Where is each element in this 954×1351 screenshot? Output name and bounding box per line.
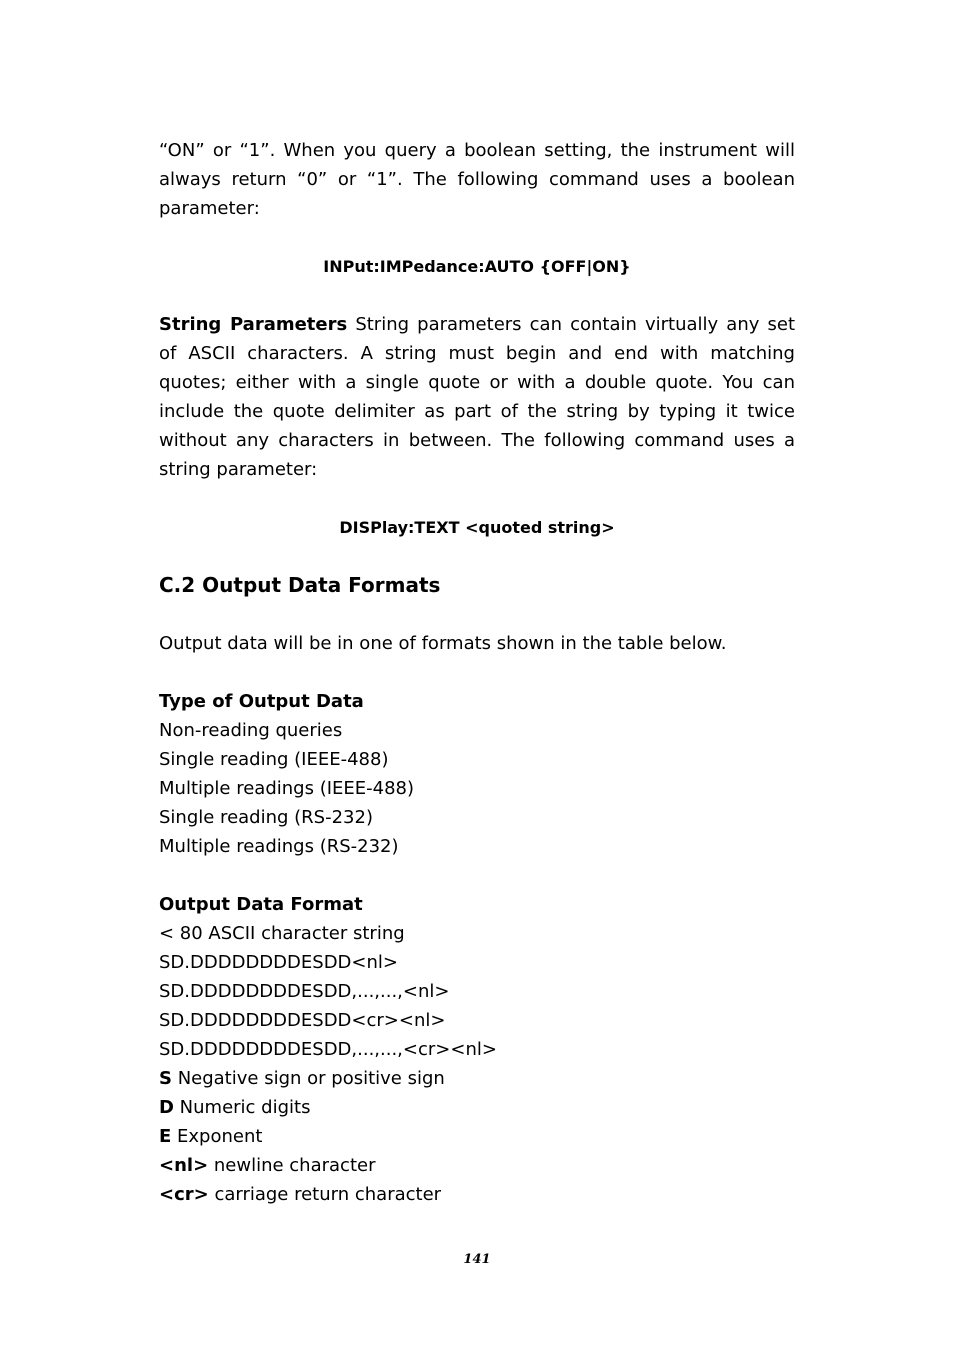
type-of-output-heading: Type of Output Data bbox=[159, 691, 364, 712]
list-item: SD.DDDDDDDDESDD,...,...,<nl> bbox=[159, 981, 450, 1002]
section-heading: C.2 Output Data Formats bbox=[159, 573, 441, 597]
section-intro: Output data will be in one of formats shown in the table below. bbox=[159, 633, 727, 654]
list-item: Single reading (IEEE-488) bbox=[159, 749, 389, 770]
list-item: < 80 ASCII character string bbox=[159, 923, 405, 944]
legend-item bbox=[159, 1151, 795, 1180]
legend-desc: Numeric digits bbox=[173, 1097, 311, 1118]
boolean-command-example: INPut:IMPedance:AUTO {OFF|ON} bbox=[323, 257, 631, 276]
list-item: SD.DDDDDDDDESDD,...,...,<cr><nl> bbox=[159, 1039, 497, 1060]
intro-paragraph: “ON” or “1”. When you query a boolean setting, the instrument will always return “0” or “1”. The following command uses a boolean parameter: bbox=[159, 140, 795, 219]
legend-desc: carriage return character bbox=[208, 1184, 442, 1205]
legend-key: <cr> bbox=[159, 1184, 209, 1205]
legend-desc: Exponent bbox=[171, 1126, 263, 1147]
legend-item bbox=[159, 1093, 795, 1122]
legend-desc: Negative sign or positive sign bbox=[171, 1068, 445, 1089]
output-format-heading: Output Data Format bbox=[159, 894, 363, 915]
legend-key: D bbox=[159, 1097, 174, 1118]
list-item: Single reading (RS-232) bbox=[159, 807, 373, 828]
list-item: SD.DDDDDDDDESDD<nl> bbox=[159, 952, 398, 973]
legend-item bbox=[159, 1122, 795, 1151]
legend-key: <nl> bbox=[159, 1155, 209, 1176]
legend-key: S bbox=[159, 1068, 172, 1089]
list-item: Multiple readings (RS-232) bbox=[159, 836, 399, 857]
list-item: SD.DDDDDDDDESDD<cr><nl> bbox=[159, 1010, 446, 1031]
list-item: Non-reading queries bbox=[159, 720, 343, 741]
string-parameters-paragraph bbox=[159, 310, 795, 484]
page-number: 141 bbox=[463, 1252, 491, 1267]
legend-key: E bbox=[159, 1126, 172, 1147]
legend-item bbox=[159, 1180, 795, 1209]
string-command-example: DISPlay:TEXT <quoted string> bbox=[339, 518, 615, 537]
string-parameters-label: String Parameters bbox=[159, 314, 348, 335]
list-item: Multiple readings (IEEE-488) bbox=[159, 778, 415, 799]
string-parameters-text: String parameters can contain virtually any set of ASCII characters. A string must begin and end with matching quotes; either with a single quote or with a double quote. You can include the quote delimiter as part of the string by typing it twice without any characters in between. The following command uses a string parameter: bbox=[159, 314, 796, 480]
legend-desc: newline character bbox=[208, 1155, 376, 1176]
legend-item bbox=[159, 1064, 795, 1093]
page-content bbox=[159, 136, 795, 1209]
